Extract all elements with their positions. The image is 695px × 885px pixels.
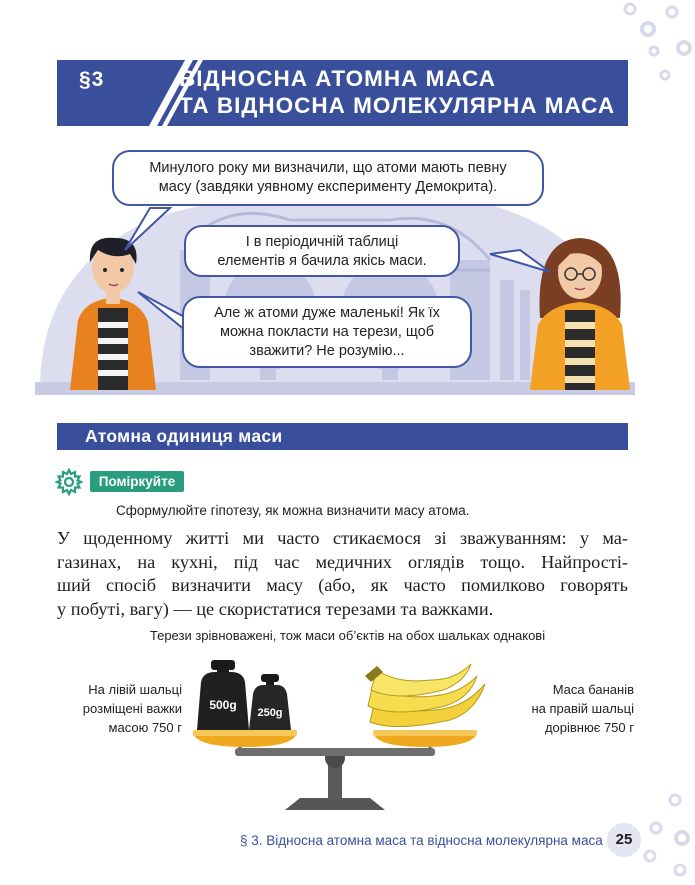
section-number: §3	[79, 68, 105, 91]
subsection-title: Атомна одиниця маси	[85, 426, 283, 446]
svg-text:250g: 250g	[257, 707, 283, 719]
question-text: Сформулюйте гіпотезу, як можна визначити масу атома.	[116, 503, 470, 518]
speech-bubble-girl: І в періодичній таблиці елементів я бачила якісь маси.	[184, 225, 460, 277]
weight-500g	[197, 660, 249, 730]
speech-bubble-boy-2: Але ж атоми дуже маленькі! Як їх можна покласти на терези, щоб зважити? Не розумію...	[182, 296, 472, 368]
speech-bubble-boy-1: Минулого року ми визначили, що атоми мають певну масу (завдяки уявному експерименту Демокрита).	[112, 150, 544, 206]
weight-250g	[249, 674, 291, 730]
gear-icon	[55, 468, 83, 496]
page-title: ВІДНОСНА АТОМНА МАСА ТА ВІДНОСНА МОЛЕКУЛЯРНА МАСА	[179, 66, 616, 118]
body-paragraph: У щоденному житті ми часто стикаємося зі зважуванням: у ма- газинах, на кухні, під час медичних оглядів тощо. Найпрості- ший спосіб визначити масу (або, як часто помилково говорять у побуті, вагу) — це скористатися терезами та важками.	[57, 528, 628, 619]
svg-text:500g: 500g	[209, 698, 237, 712]
running-footer: § 3. Відносна атомна маса та відносна молекулярна маса	[240, 833, 603, 848]
section-header	[57, 60, 628, 126]
think-badge: Поміркуйте	[90, 471, 184, 492]
right-pan-caption: Маса бананів на правій шальці дорівнює 750 г	[531, 682, 634, 735]
balance-scale	[185, 650, 485, 815]
subsection-bar	[57, 423, 628, 450]
right-pan	[365, 664, 485, 747]
figure-caption: Терези зрівноважені, тож маси об’єктів на обох шальках однакові	[149, 628, 546, 643]
page-number: 25	[607, 823, 641, 857]
bananas	[365, 664, 485, 727]
left-pan	[193, 660, 297, 747]
left-pan-caption: На лівій шальці розміщені важки масою 750 г	[82, 682, 182, 735]
